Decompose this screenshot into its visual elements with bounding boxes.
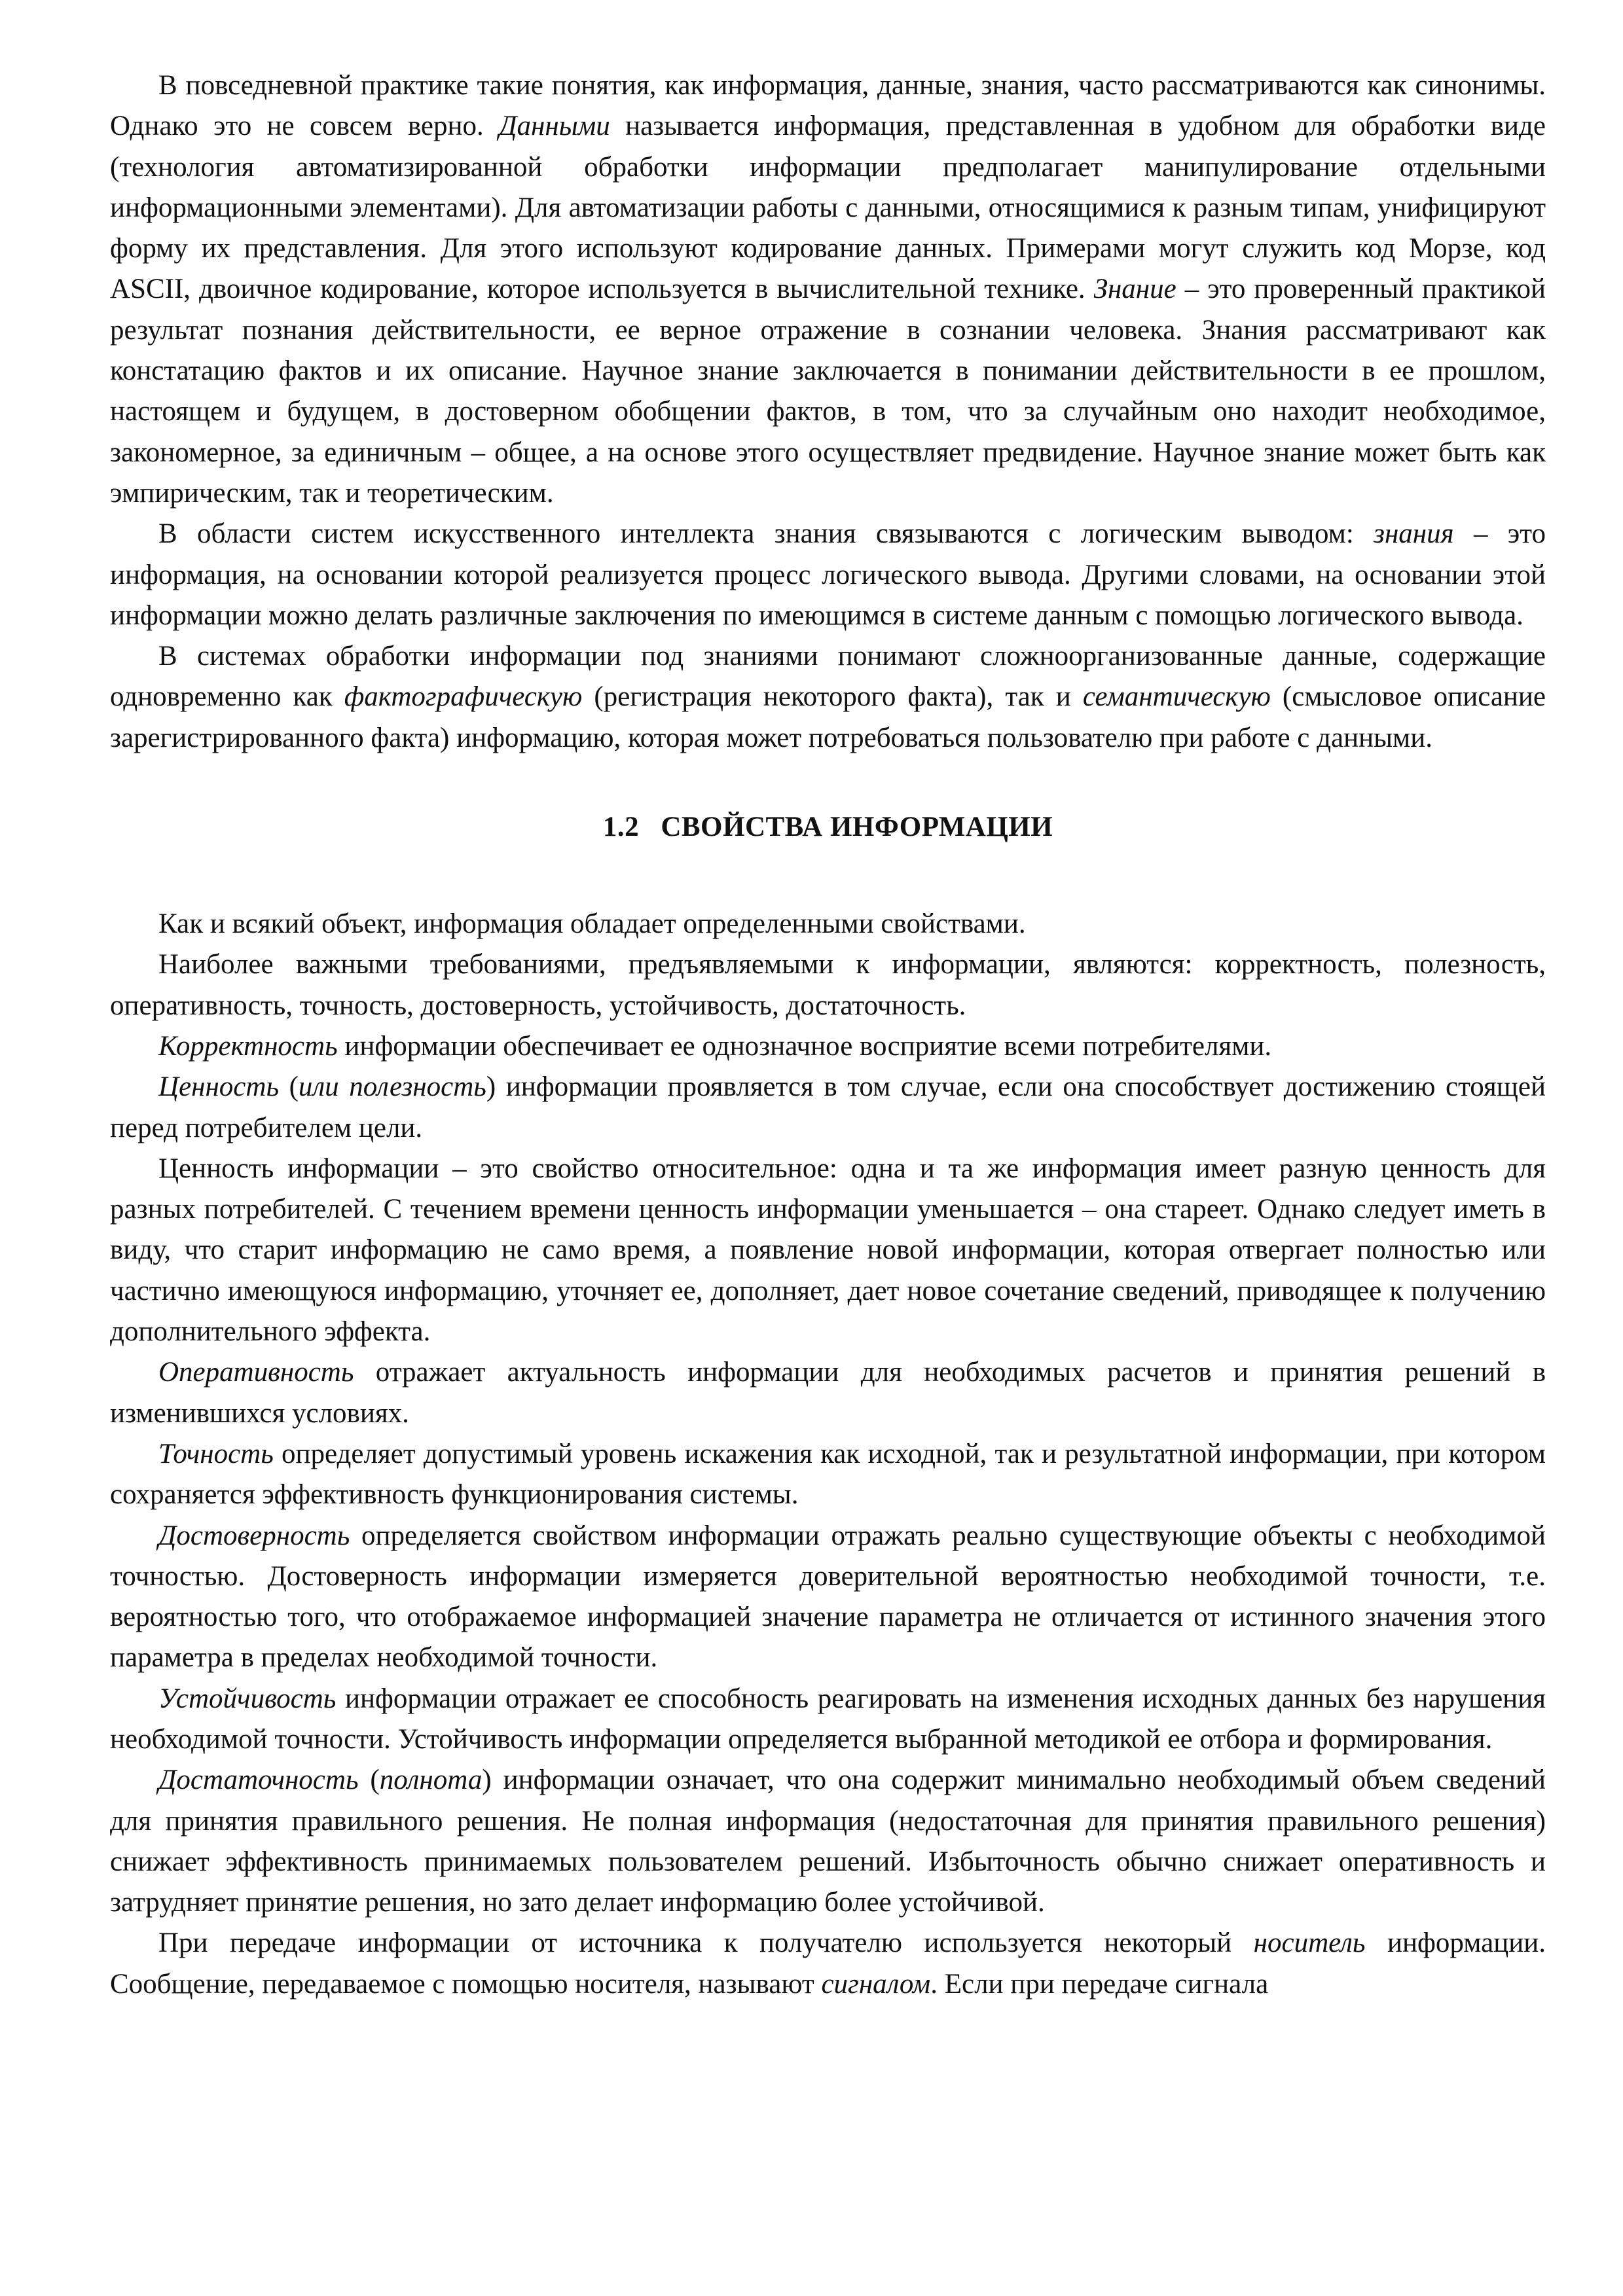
- section-number: 1.2: [602, 812, 640, 843]
- italic-term: Устойчивость: [158, 1683, 337, 1714]
- text-run: В системах обработки информации под знаниями понимают сложноорганизованные данные, содержащие одновременно как: [110, 641, 1546, 713]
- text-run: (регистрация некоторого факта), так и: [582, 681, 1083, 713]
- italic-term: Корректность: [158, 1030, 338, 1062]
- section-heading: [110, 807, 1546, 848]
- intro-section: [110, 65, 1546, 759]
- paragraph: [110, 1067, 1546, 1149]
- text-run: Наиболее важными требованиями, предъявляемыми к информации, являются: корректность, полезность, оперативность, точность, достоверность, устойчивость, достаточность.: [110, 949, 1546, 1021]
- italic-term: фактографическую: [344, 681, 583, 713]
- text-run: отражает актуальность информации для необходимых расчетов и принятия решений в изменившихся условиях.: [110, 1357, 1546, 1429]
- text-run: информации отражает ее способность реагировать на изменения исходных данных без нарушения необходимой точности. Устойчивость информации определяется выбранной методикой ее отбора и формирования.: [110, 1683, 1546, 1755]
- text-run: При передаче информации от источника к получателю используется некоторый: [158, 1928, 1254, 1959]
- text-run: определяется свойством информации отражать реально существующие объекты с необходимой точностью. Достоверность информации измеряется доверительной вероятностью необходимой точности, т.е. вероятностью того, что отображаемое информацией значение параметра не отличается от истинного значения этого параметра в пределах необходимой точности.: [110, 1520, 1546, 1674]
- paragraph: [110, 65, 1546, 514]
- italic-term: или полезность: [298, 1071, 486, 1103]
- paragraph: [110, 1149, 1546, 1352]
- italic-term: Достоверность: [158, 1520, 350, 1551]
- paragraph: [110, 1026, 1546, 1067]
- italic-term: Данными: [499, 111, 610, 142]
- text-run: информации обеспечивает ее однозначное восприятие всеми потребителями.: [337, 1030, 1272, 1062]
- section-title: СВОЙСТВА ИНФОРМАЦИИ: [661, 812, 1053, 843]
- properties-section: [110, 904, 1546, 2005]
- text-run: Как и всякий объект, информация обладает определенными свойствами.: [158, 908, 1026, 940]
- text-run: Ценность информации – это свойство относительное: одна и та же информация имеет разную ценность для разных потребителей. С течением времени ценность информации уменьшается – она стареет. Однако следует иметь в виду, что старит информацию не само время, а появление новой информации, которая отвергает полностью или частично имеющуюся информацию, уточняет ее, дополняет, дает новое сочетание сведений, приводящее к получению дополнительного эффекта.: [110, 1153, 1546, 1348]
- italic-term: носитель: [1253, 1928, 1366, 1959]
- paragraph: [110, 1679, 1546, 1761]
- text-run: . Если при передаче сигнала: [930, 1968, 1269, 2000]
- text-run: ) информации означает, что она содержит минимально необходимый объем сведений для принятия правильного решения. Не полная информация (недостаточная для принятия правильного решения) снижает эффективность принимаемых пользователем решений. Избыточность обычно снижает оперативность и затрудняет принятие решения, но зато делает информацию более устойчивой.: [110, 1765, 1546, 1918]
- italic-term: Точность: [158, 1438, 274, 1469]
- text-run: информации. Сообщение, передаваемое с помощью носителя, называют: [110, 1928, 1546, 2000]
- text-run: ) информации проявляется в том случае, если она способствует достижению стоящей перед потребителем цели.: [110, 1071, 1546, 1143]
- paragraph: [110, 904, 1546, 944]
- italic-term: Оперативность: [158, 1357, 354, 1388]
- italic-term: Знание: [1093, 274, 1176, 305]
- text-run: – это проверенный практикой результат познания действительности, ее верное отражение в сознании человека. Знания рассматривают как констатацию фактов и их описание. Научное знание заключается в понимании действительности в ее прошлом, настоящем и будущем, в достоверном обобщении фактов, в том, что за случайным оно находит необходимое, закономерное, за единичным – общее, а на основе этого осуществляет предвидение. Научное знание может быть как эмпирическим, так и теоретическим.: [110, 274, 1546, 509]
- text-run: В области систем искусственного интеллекта знания связываются с логическим выводом:: [158, 518, 1374, 550]
- italic-term: сигналом: [821, 1968, 931, 2000]
- text-run: (смысловое описание зарегистрированного факта) информацию, которая может потребоваться пользователю при работе с данными.: [110, 681, 1546, 753]
- text-run: В повседневной практике такие понятия, как информация, данные, знания, часто рассматриваются как синонимы. Однако это не совсем верно.: [110, 70, 1546, 142]
- paragraph: [110, 1923, 1546, 2005]
- italic-term: семантическую: [1082, 681, 1271, 713]
- paragraph: [110, 1760, 1546, 1923]
- italic-term: Достаточность: [158, 1765, 359, 1796]
- text-run: называется информация, представленная в удобном для обработки виде (технология автоматизированной обработки информации предполагает манипулирование отдельными информационными элементами). Для автоматизации работы с данными, относящимися к разным типам, унифицируют форму их представления. Для этого используют кодирование данных. Примерами могут служить код Морзе, код ASCII, двоичное кодирование, которое используется в вычислительной технике.: [110, 111, 1546, 305]
- paragraph: [110, 1434, 1546, 1516]
- italic-term: Ценность: [158, 1071, 280, 1103]
- text-run: (: [279, 1071, 299, 1103]
- text-run: (: [358, 1765, 380, 1796]
- text-run: – это информация, на основании которой реализуется процесс логического вывода. Другими словами, на основании этой информации можно делать различные заключения по имеющимся в системе данным с помощью логического вывода.: [110, 518, 1546, 631]
- italic-term: полнота: [379, 1765, 483, 1796]
- paragraph: [110, 1516, 1546, 1679]
- paragraph: [110, 944, 1546, 1026]
- paragraph: [110, 1352, 1546, 1434]
- paragraph: [110, 636, 1546, 759]
- italic-term: знания: [1374, 518, 1454, 550]
- text-run: определяет допустимый уровень искажения как исходной, так и результатной информации, при котором сохраняется эффективность функционирования системы.: [110, 1438, 1546, 1511]
- document-page: [110, 65, 1546, 2005]
- paragraph: [110, 514, 1546, 636]
